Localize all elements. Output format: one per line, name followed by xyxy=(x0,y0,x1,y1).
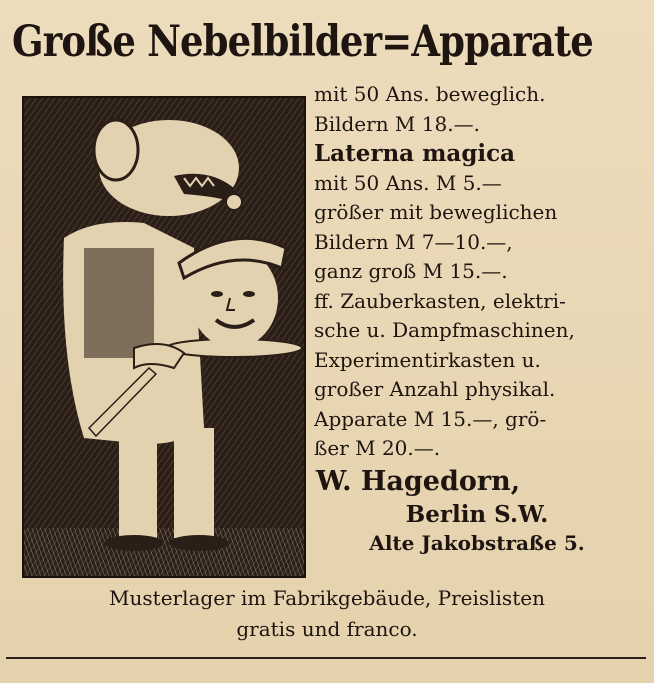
column-line: Bildern M 18.—. xyxy=(314,111,480,136)
divider-rule xyxy=(6,657,646,659)
column-line: Bildern M 7—10.—, xyxy=(314,229,513,254)
column-line: mit 50 Ans. M 5.— xyxy=(314,170,502,195)
firm-city: Berlin S.W. xyxy=(405,500,549,528)
column-line: ganz groß M 15.—. xyxy=(314,259,508,283)
next-ad-cutoff xyxy=(14,664,634,683)
ad-text-column xyxy=(314,80,640,559)
woodcut-illustration-icon xyxy=(22,96,306,578)
ad-headline: Große Nebelbilder=Apparate xyxy=(12,17,593,67)
footer-line-1: Musterlager im Fabrikgebäude, Preislisten xyxy=(109,586,545,610)
column-line: ff. Zauberkasten, elektri- xyxy=(314,288,566,313)
column-line: mit 50 Ans. beweglich. xyxy=(314,82,546,106)
footer-line-2: gratis und franco. xyxy=(236,617,418,641)
column-line: Apparate M 15.—, grö- xyxy=(314,406,547,431)
firm-address: Alte Jakobstraße 5. xyxy=(369,531,585,555)
column-line: sche u. Dampfmaschinen, xyxy=(314,318,575,342)
column-line: großer Anzahl physikal. xyxy=(314,377,556,401)
column-line: größer mit beweglichen xyxy=(314,200,558,224)
column-line: Laterna magica xyxy=(314,140,516,167)
column-line: Experimentirkasten u. xyxy=(314,347,541,372)
firm-name: W. Hagedorn, xyxy=(316,465,521,497)
column-line: ßer M 20.—. xyxy=(314,436,441,460)
ad-footer xyxy=(12,583,642,645)
